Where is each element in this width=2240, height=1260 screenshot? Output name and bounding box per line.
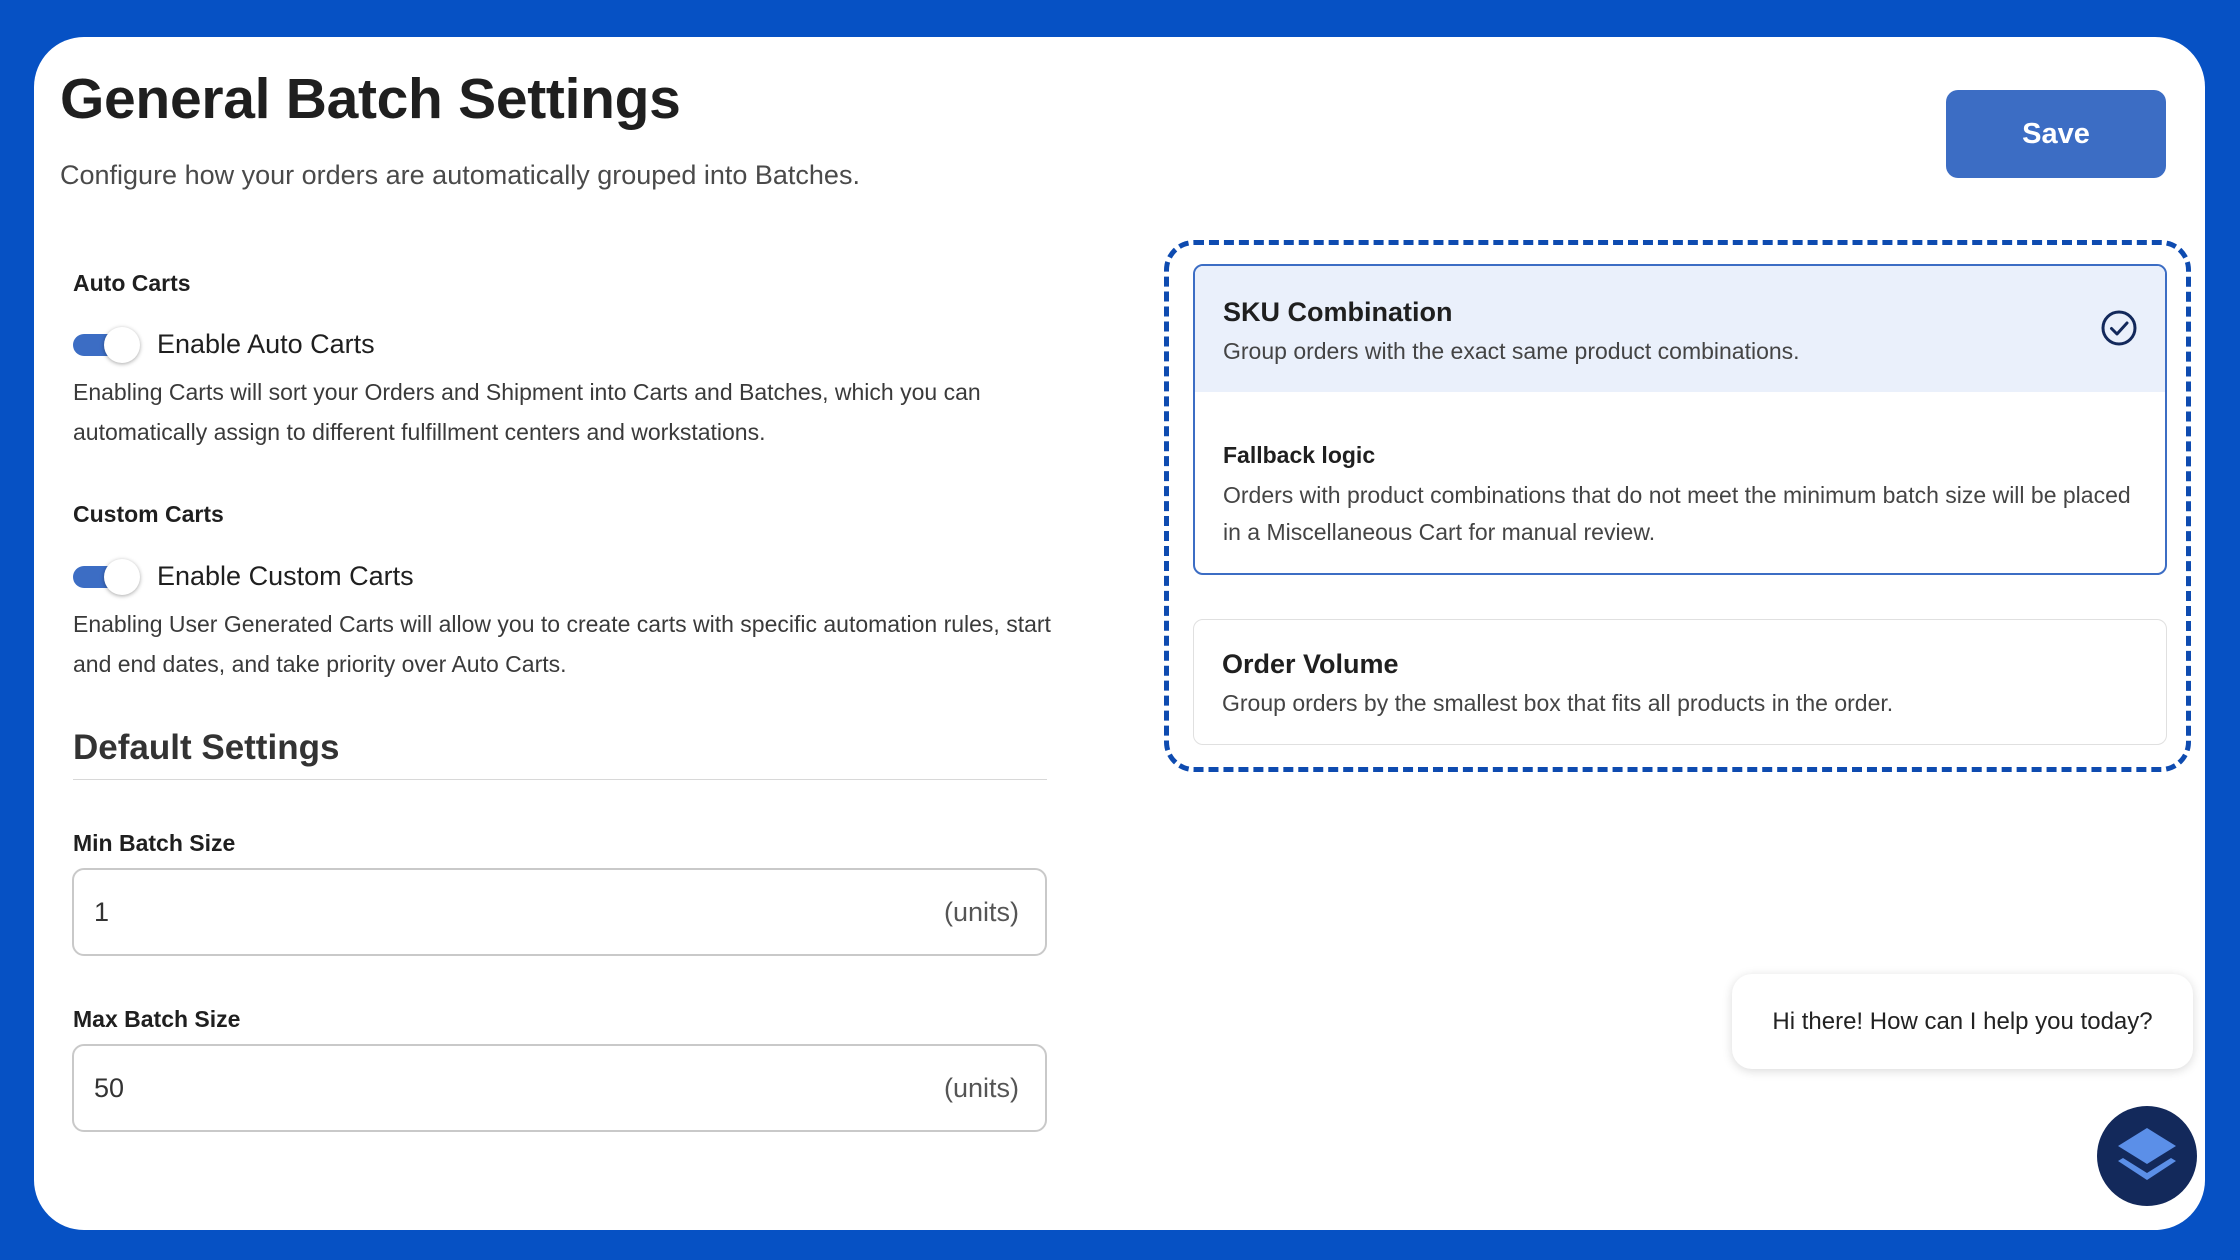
min-batch-size-field <box>72 868 1047 956</box>
option-sku-combination[interactable] <box>1193 264 2167 575</box>
fallback-logic-title: Fallback logic <box>1223 442 1376 468</box>
auto-carts-toggle-label: Enable Auto Carts <box>157 328 375 359</box>
page-title: General Batch Settings <box>60 67 681 131</box>
custom-carts-toggle[interactable] <box>73 559 140 593</box>
option-description: Group orders with the exact same product combinations. <box>1223 338 1800 364</box>
page-subtitle: Configure how your orders are automatically grouped into Batches. <box>60 160 860 190</box>
min-batch-size-label: Min Batch Size <box>73 830 236 856</box>
min-batch-size-input[interactable] <box>94 870 894 954</box>
section-divider <box>73 779 1047 780</box>
max-batch-size-field <box>72 1044 1047 1132</box>
auto-carts-toggle-row <box>73 324 375 364</box>
custom-carts-label: Custom Carts <box>73 501 224 527</box>
option-order-volume[interactable] <box>1193 619 2167 745</box>
toggle-knob <box>104 559 140 595</box>
chat-greeting-bubble[interactable]: Hi there! How can I help you today? <box>1732 974 2193 1069</box>
auto-carts-help-text: Enabling Carts will sort your Orders and Shipment into Carts and Batches, which you can automatically assign to different fulfillment centers and workstations. <box>73 379 981 445</box>
option-description: Group orders by the smallest box that fits all products in the order. <box>1222 690 1894 716</box>
option-header <box>1195 266 2165 392</box>
option-title: Order Volume <box>1222 649 1399 679</box>
save-button[interactable]: Save <box>1946 90 2166 178</box>
fallback-logic-text: Orders with product combinations that do not meet the minimum batch size will be placed in a Miscellaneous Cart for manual review. <box>1223 482 2131 545</box>
max-batch-size-label: Max Batch Size <box>73 1006 241 1032</box>
chat-launcher-button[interactable] <box>2097 1106 2197 1206</box>
min-batch-size-unit: (units) <box>943 896 1019 927</box>
custom-carts-toggle-label: Enable Custom Carts <box>157 560 414 591</box>
auto-carts-label: Auto Carts <box>73 270 191 296</box>
max-batch-size-unit: (units) <box>943 1072 1019 1103</box>
default-settings-title: Default Settings <box>73 728 340 767</box>
layers-icon <box>2112 1124 2182 1188</box>
custom-carts-toggle-row <box>73 556 414 596</box>
auto-carts-toggle[interactable] <box>73 327 140 361</box>
check-circle-icon <box>2099 308 2139 348</box>
toggle-knob <box>104 327 140 363</box>
max-batch-size-input[interactable] <box>94 1046 894 1130</box>
custom-carts-help-text: Enabling User Generated Carts will allow you to create carts with specific automation rules, start and end dates, and take priority over Auto Carts. <box>73 611 1051 677</box>
option-title: SKU Combination <box>1223 297 1453 327</box>
